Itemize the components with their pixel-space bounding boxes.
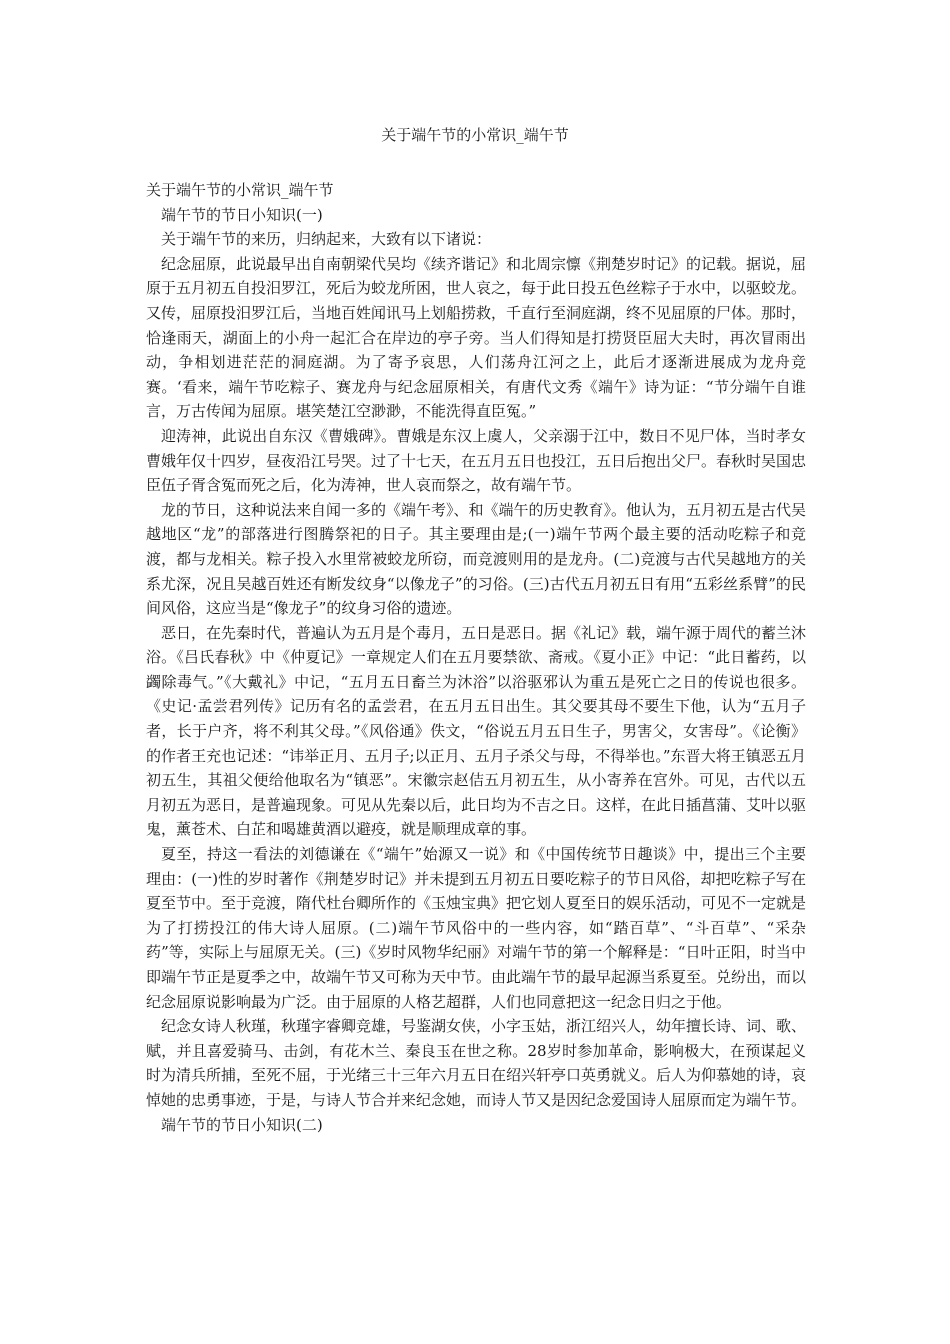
- section-title-2: 端午节的节日小知识(二): [161, 1115, 323, 1134]
- paragraph-dragon-festival: 龙的节日，这种说法来自闻一多的《端午考》、和《端午的历史教育》。他认为，五月初五是古代吴越地区“龙”的部落进行图腾祭祀的日子。其主要理由是;(一)端午节两个最主要的活动吃粽子和竞渡，都与龙相关。粽子投入水里常被蛟龙所窃，而竞渡则用的是龙舟。(二)竞渡与古代吴越地方的关系尤深，况且吴越百姓还有断发纹身“以像龙子”的习俗。(三)古代五月初五日有用“五彩丝系臂”的民间风俗，这应当是“像龙子”的纹身习俗的遗迹。: [146, 500, 807, 618]
- document-body: [146, 178, 806, 1137]
- document-title: 关于端午节的小常识_端午节: [381, 126, 569, 144]
- paragraph-tao-shen: 迎涛神，此说出自东汉《曹娥碑》。曹娥是东汉上虞人，父亲溺于江中，数日不见尸体，当时孝女曹娥年仅十四岁，昼夜沿江号哭。过了十七天，在五月五日也投江，五日后抱出父尸。春秋时吴国忠臣伍子胥含冤而死之后，化为涛神，世人哀而祭之，故有端午节。: [146, 426, 807, 495]
- paragraph-summer-solstice: 夏至，持这一看法的刘德谦在《“端午”始源又一说》和《中国传统节日趣谈》中，提出三个主要理由：(一)性的岁时著作《荆楚岁时记》并未提到五月初五日要吃粽子的节日风俗，却把吃粽子写在夏至节中。至于竞渡，隋代杜台卿所作的《玉烛宝典》把它划人夏至日的娱乐活动，可见不一定就是为了打捞投江的伟大诗人屈原。(二)端午节风俗中的一些内容，如“踏百草”、“斗百草”、“采杂药”等，实际上与屈原无关。(三)《岁时风物华纪丽》对端午节的第一个解释是：“日叶正阳，时当中即端午节正是夏季之中，故端午节又可称为天中节。由此端午节的最早起源当系夏至。兑纷出，而以纪念屈原说影响最为广泛。由于屈原的人格艺超群，人们也同意把这一纪念日归之于他。: [146, 845, 807, 1011]
- document-heading: 关于端午节的小常识_端午节: [146, 181, 334, 199]
- paragraph-evil-day: 恶日，在先秦时代，普遍认为五月是个毒月，五日是恶日。据《礼记》载，端午源于周代的蓄兰沐浴。《吕氏春秋》中《仲夏记》一章规定人们在五月要禁欲、斋戒。《夏小正》中记：“此日蓄药，以蠲除毒气。”《大戴礼》中记，“五月五日畜兰为沐浴”以浴驱邪认为重五是死亡之日的传说也很多。《史记·孟尝君列传》记历有名的孟尝君，在五月五日出生。其父要其母不要生下他，认为“五月子者，长于户齐，将不利其父母。”《风俗通》佚文，“俗说五月五日生子，男害父，女害母”。《论衡》的作者王充也记述：“讳举正月、五月子;以正月、五月子杀父与母，不得举也。”东晋大将王镇恶五月初五生，其祖父便给他取名为“镇恶”。宋徽宗赵佶五月初五生，从小寄养在宫外。可见，古代以五月初五为恶日，是普遍现象。可见从先秦以后，此日均为不吉之日。这样，在此日插菖蒲、艾叶以驱鬼，薰苍术、白芷和喝雄黄酒以避疫，就是顺理成章的事。: [146, 623, 807, 839]
- intro-paragraph: 关于端午节的来历，归纳起来，大致有以下诸说：: [161, 230, 492, 249]
- paragraph-qu-yuan: 纪念屈原，此说最早出自南朝梁代吴均《续齐谐记》和北周宗懔《荆楚岁时记》的记载。据说，屈原于五月初五自投汨罗江，死后为蛟龙所困，世人哀之，每于此日投五色丝粽子于水中，以驱蛟龙。又传，屈原投汨罗江后，当地百姓闻讯马上划船捞救，千直行至洞庭湖，终不见屈原的尸体。那时，恰逢雨天，湖面上的小舟一起汇合在岸边的亭子旁。当人们得知是打捞贤臣屈大夫时，再次冒雨出动，争相划进茫茫的洞庭湖。为了寄予哀思，人们荡舟江河之上，此后才逐渐进展成为龙舟竞赛。‘看来，端午节吃粽子、赛龙舟与纪念屈原相关，有唐代文秀《端午》诗为证：“节分端午自谁言，万古传闻为屈原。堪笑楚江空渺渺，不能洗得直臣冤。”: [146, 254, 807, 421]
- section-title-1: 端午节的节日小知识(一): [161, 205, 323, 224]
- paragraph-qiu-jin: 纪念女诗人秋瑾，秋瑾字睿卿竞雄，号鉴湖女侠，小字玉姑，浙江绍兴人，幼年擅长诗、词、歌、赋，并且喜爱骑马、击剑，有花木兰、秦良玉在世之称。28岁时参加革命，影响极大，在预谋起义时为清兵所捕，至死不屈，于光绪三十三年六月五日在绍兴轩亭口英勇就义。后人为仰慕她的诗，哀悼她的忠勇事迹，于是，与诗人节合并来纪念她，而诗人节又是因纪念爱国诗人屈原而定为端午节。: [146, 1017, 807, 1109]
